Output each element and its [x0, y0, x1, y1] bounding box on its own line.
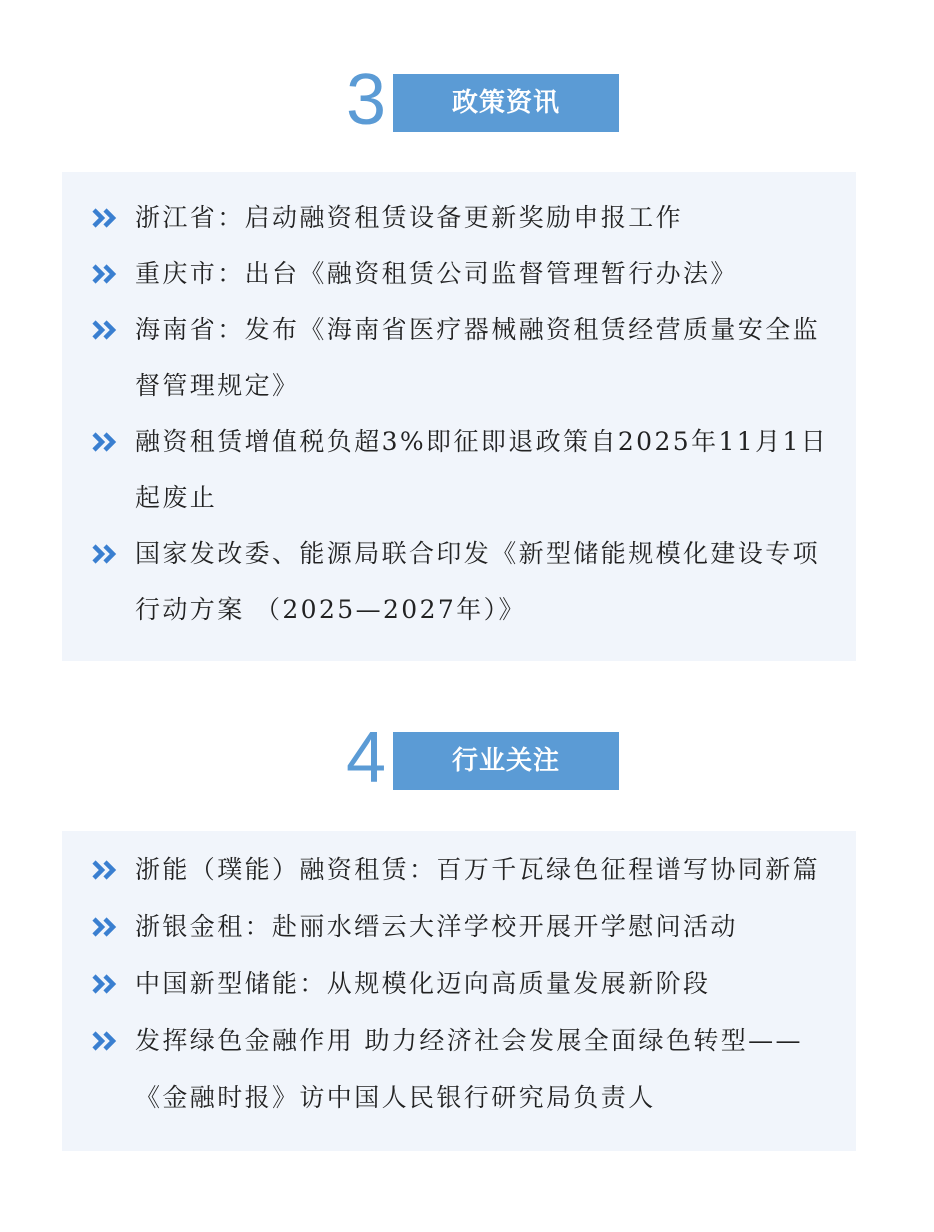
list-item-text: 浙江省：启动融资租赁设备更新奖励申报工作	[135, 203, 684, 232]
double-chevron-right-icon	[92, 264, 122, 284]
list-item-text: 融资租赁增值税负超3%即征即退政策自2025年11月1日起废止	[135, 427, 829, 512]
industry-focus-list	[62, 831, 856, 1151]
section-title: 行业关注	[393, 732, 619, 790]
double-chevron-right-icon	[92, 1031, 122, 1051]
list-item[interactable]	[62, 1012, 856, 1126]
list-item-text: 中国新型储能：从规模化迈向高质量发展新阶段	[135, 969, 711, 998]
double-chevron-right-icon	[92, 917, 122, 937]
section-title: 政策资讯	[393, 74, 619, 132]
double-chevron-right-icon	[92, 544, 122, 564]
list-item-text: 国家发改委、能源局联合印发《新型储能规模化建设专项行动方案 （2025—2027年）》	[135, 539, 821, 624]
section-number: 4	[345, 718, 387, 798]
list-item[interactable]	[62, 414, 856, 526]
section-number: 3	[345, 60, 387, 140]
double-chevron-right-icon	[92, 860, 122, 880]
list-item-text: 浙银金租：赴丽水缙云大洋学校开展开学慰问活动	[135, 912, 738, 941]
double-chevron-right-icon	[92, 208, 122, 228]
section-header-industry	[0, 720, 934, 800]
policy-news-list	[62, 172, 856, 661]
list-item[interactable]	[62, 190, 856, 246]
list-item[interactable]	[62, 955, 856, 1012]
section-header-policy	[0, 62, 934, 142]
list-item-text: 浙能（璞能）融资租赁：百万千瓦绿色征程谱写协同新篇	[135, 855, 821, 884]
double-chevron-right-icon	[92, 974, 122, 994]
list-item-text: 海南省：发布《海南省医疗器械融资租赁经营质量安全监督管理规定》	[135, 315, 821, 400]
list-item[interactable]	[62, 841, 856, 898]
double-chevron-right-icon	[92, 432, 122, 452]
double-chevron-right-icon	[92, 320, 122, 340]
list-item-text: 发挥绿色金融作用 助力经济社会发展全面绿色转型——《金融时报》访中国人民银行研究局负责人	[135, 1026, 803, 1112]
list-item[interactable]	[62, 526, 856, 638]
list-item[interactable]	[62, 246, 856, 302]
list-item[interactable]	[62, 898, 856, 955]
list-item[interactable]	[62, 302, 856, 414]
list-item-text: 重庆市：出台《融资租赁公司监督管理暂行办法》	[135, 259, 738, 288]
